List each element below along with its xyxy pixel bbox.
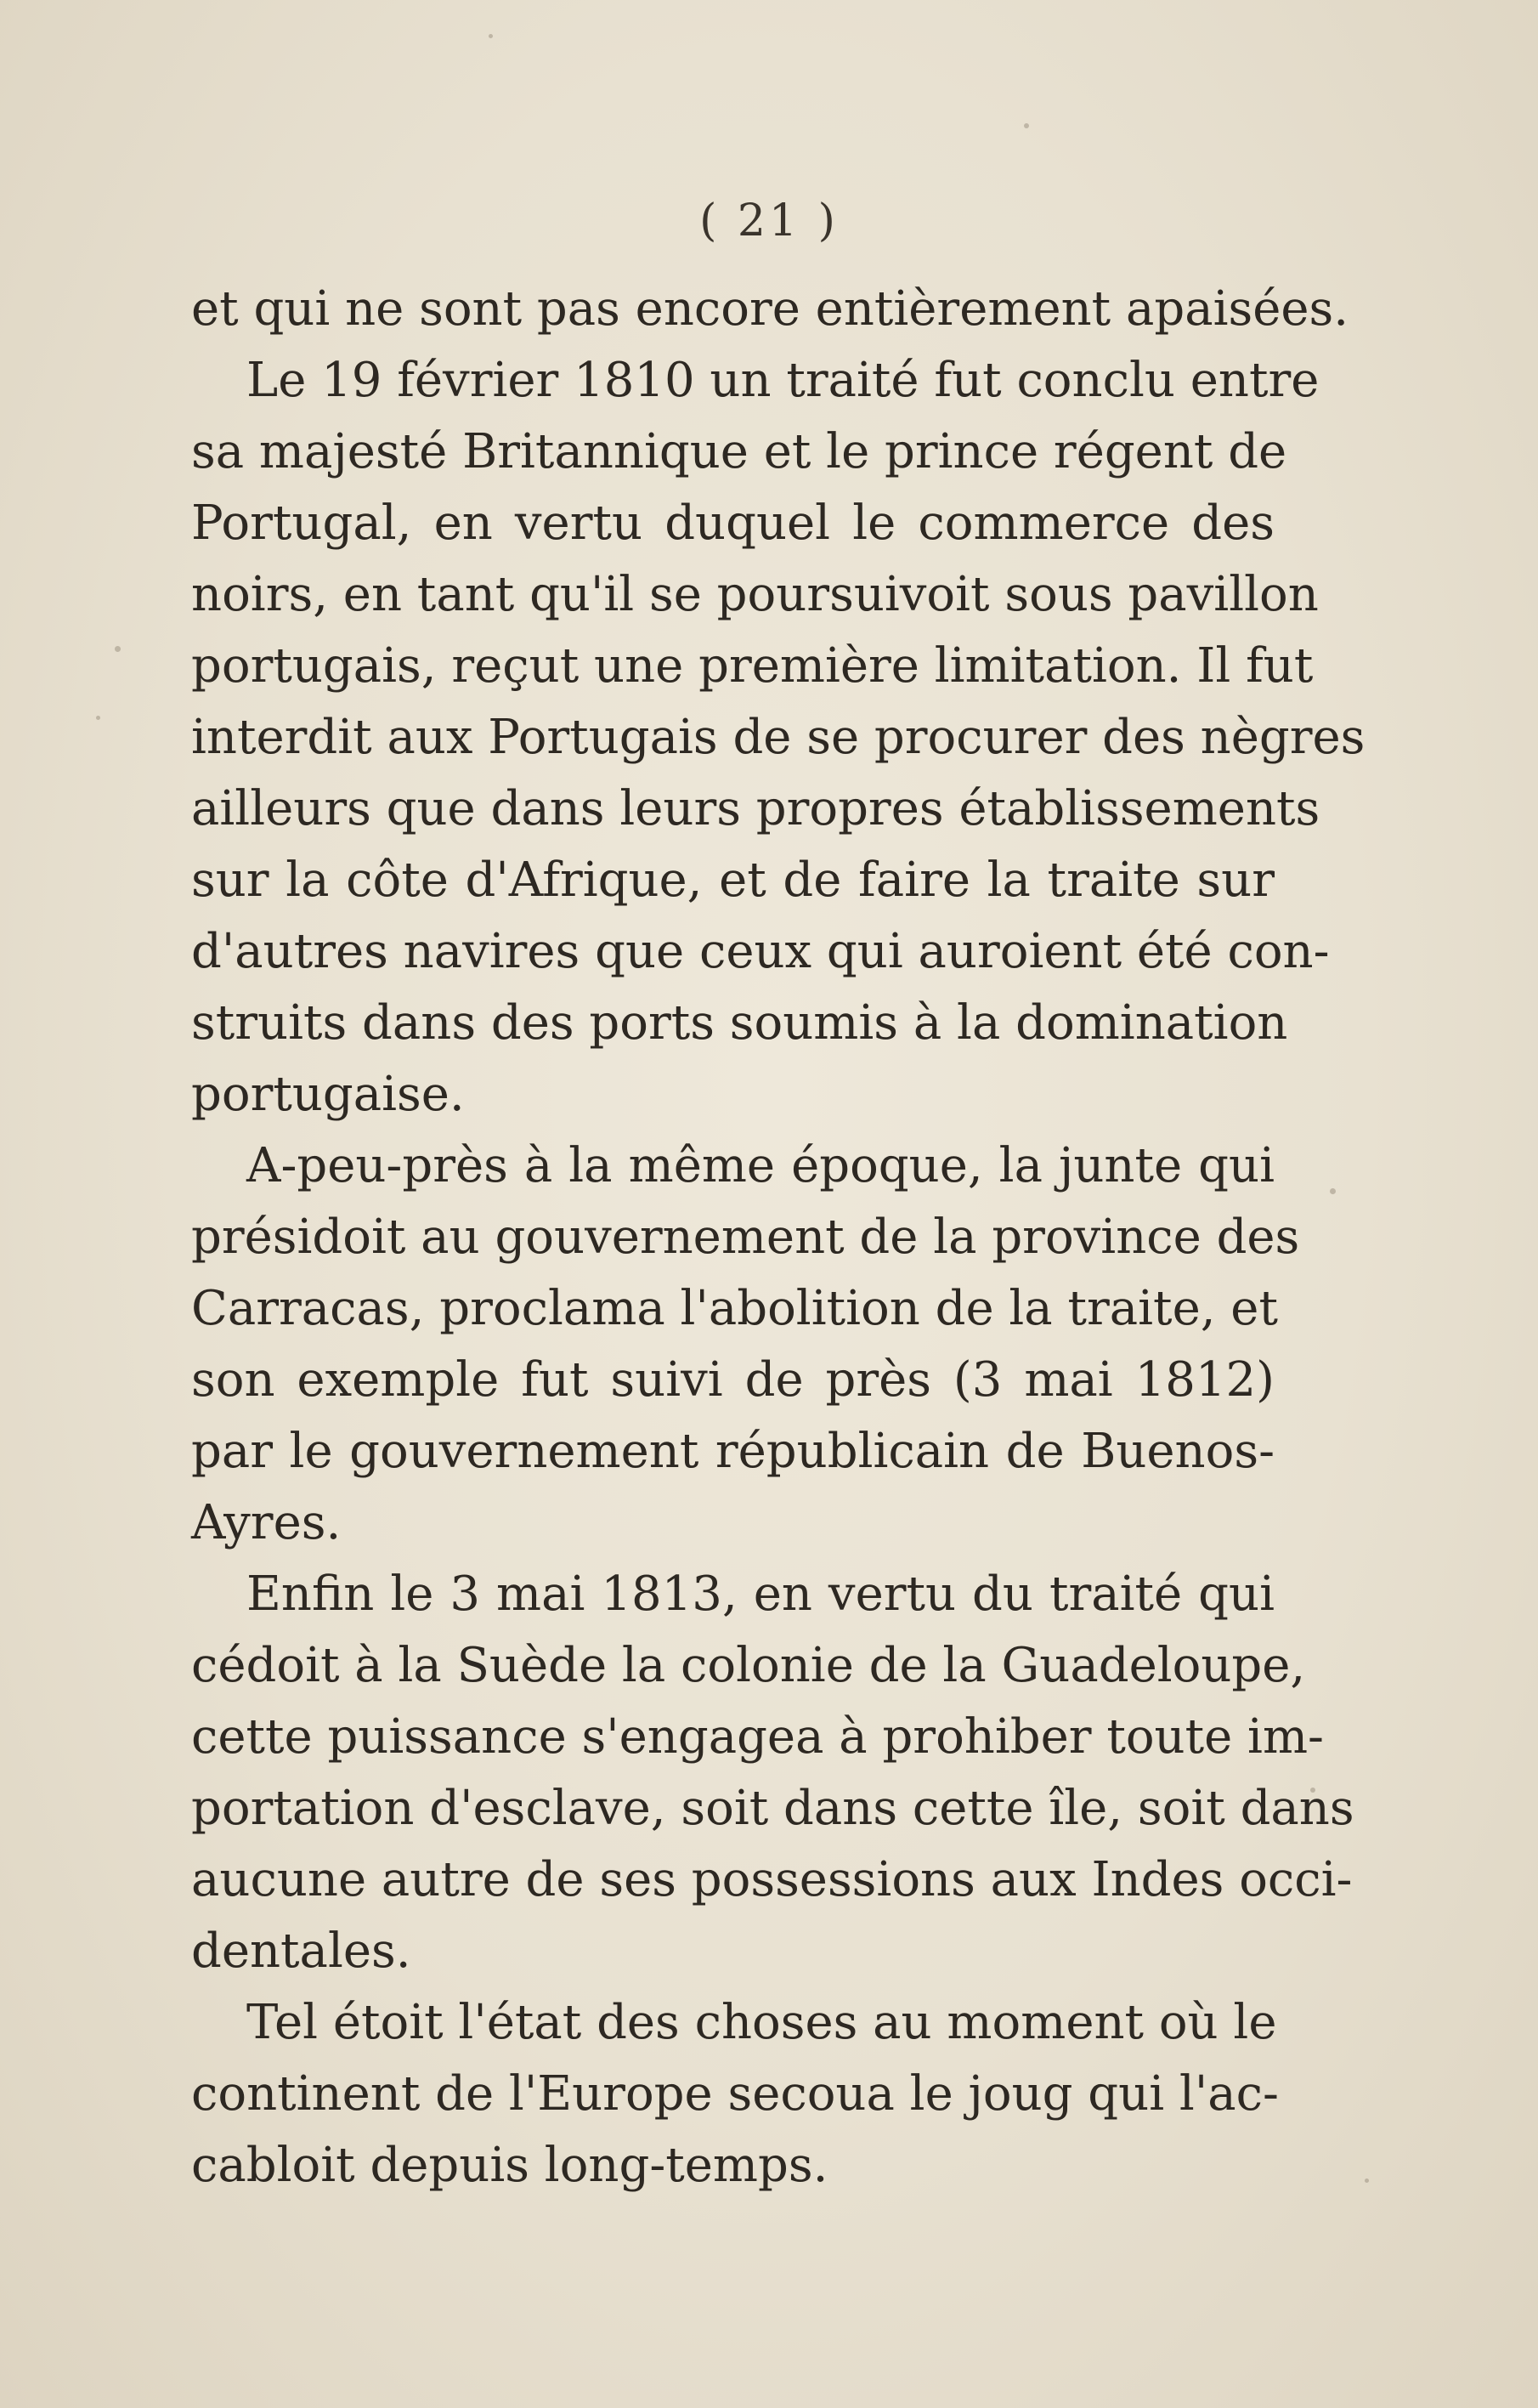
paper-speck: [1024, 123, 1029, 128]
text-line: ailleurs que dans leurs propres établissements: [191, 781, 1320, 836]
text-line: cabloit depuis long-temps.: [191, 2138, 828, 2193]
text-line: interdit aux Portugais de se procurer des nègres: [191, 710, 1366, 765]
text-line: portugais, reçut une première limitation. Il fut: [191, 638, 1314, 694]
page-number: ( 21 ): [699, 195, 839, 246]
paper-speck: [489, 34, 493, 38]
paper-speck: [1365, 2179, 1369, 2183]
text-line: présidoit au gouvernement de la province des: [191, 1210, 1300, 1265]
text-line: d'autres navires que ceux qui auroient été con-: [191, 924, 1330, 979]
text-line: Tel étoit l'état des choses au moment où le: [246, 1995, 1277, 2050]
text-line: son exemple fut suivi de près (3 mai 1812): [191, 1352, 1275, 1408]
text-line: et qui ne sont pas encore entièrement apaisées.: [191, 281, 1349, 337]
paper-speck: [1330, 1188, 1336, 1194]
paper-speck: [96, 716, 100, 720]
text-line: Portugal, en vertu duquel le commerce des: [191, 496, 1275, 551]
text-line: par le gouvernement républicain de Buenos-: [191, 1424, 1275, 1479]
text-line: sa majesté Britannique et le prince régent de: [191, 424, 1287, 479]
text-line: struits dans des ports soumis à la domination: [191, 995, 1288, 1051]
text-line: aucune autre de ses possessions aux Indes occi-: [191, 1852, 1353, 1907]
text-line: Ayres.: [191, 1495, 342, 1550]
text-line: portation d'esclave, soit dans cette île, soit dans: [191, 1781, 1354, 1836]
text-line: A-peu-près à la même époque, la junte qui: [246, 1138, 1275, 1193]
text-line: Le 19 février 1810 un traité fut conclu entre: [246, 353, 1320, 408]
text-line: cédoit à la Suède la colonie de la Guadeloupe,: [191, 1638, 1306, 1693]
text-line: continent de l'Europe secoua le joug qui l'ac-: [191, 2066, 1279, 2122]
text-line: Enfin le 3 mai 1813, en vertu du traité qui: [246, 1567, 1275, 1622]
text-line: noirs, en tant qu'il se poursuivoit sous pavillon: [191, 567, 1319, 622]
text-line: Carracas, proclama l'abolition de la traite, et: [191, 1281, 1278, 1336]
text-line: portugaise.: [191, 1067, 465, 1122]
text-line: dentales.: [191, 1924, 411, 1979]
paper-speck: [1310, 1788, 1315, 1793]
text-line: sur la côte d'Afrique, et de faire la traite sur: [191, 853, 1275, 908]
text-line: cette puissance s'engagea à prohiber toute im-: [191, 1709, 1324, 1765]
paper-speck: [115, 646, 121, 652]
